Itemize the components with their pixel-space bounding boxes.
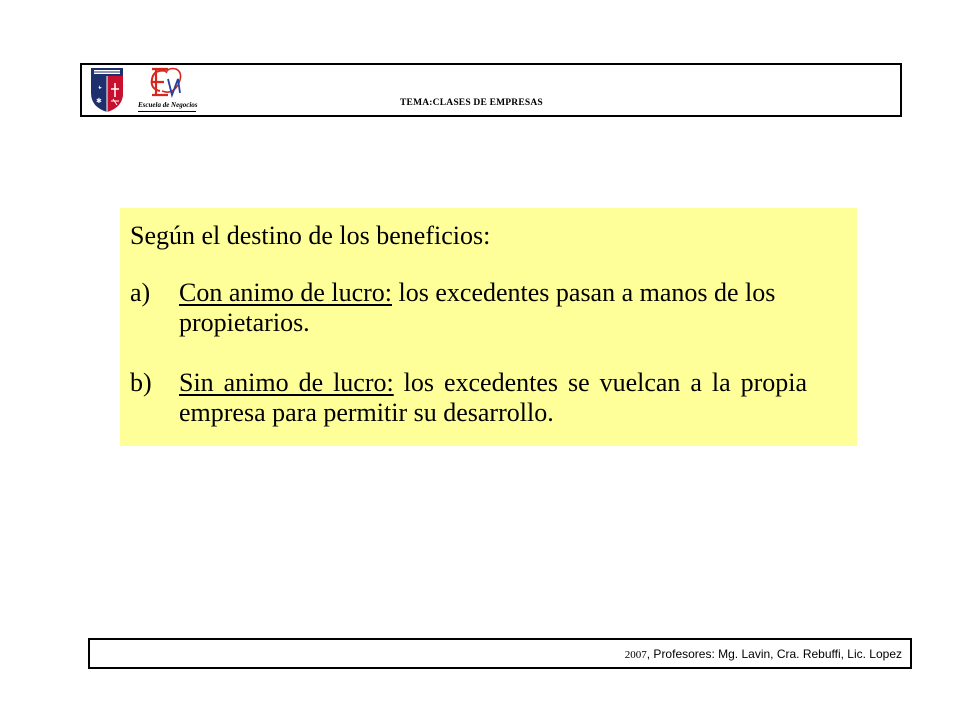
footer-year: 2007 bbox=[624, 649, 647, 661]
list-item-description: los excedentes se vuelcan a la propia empresa para permitir su desarrollo. bbox=[179, 368, 807, 427]
content-panel bbox=[120, 208, 857, 446]
footer-credits bbox=[625, 647, 902, 661]
university-crest-icon bbox=[90, 67, 124, 113]
list-item-description: los excedentes pasan a manos de los propietarios. bbox=[179, 278, 776, 337]
escuela-de-negocios-logo-icon bbox=[138, 65, 218, 117]
list-item-term: Con animo de lucro: bbox=[179, 278, 393, 307]
svg-text:✱: ✱ bbox=[96, 97, 102, 105]
intro-text: Según el destino de los beneficios: bbox=[130, 221, 491, 250]
footer-bar bbox=[88, 638, 912, 669]
list-marker: b) bbox=[130, 368, 152, 397]
logo-underline bbox=[138, 111, 196, 112]
list-item-text bbox=[179, 368, 807, 428]
footer-authors: , Profesores: Mg. Lavin, Cra. Rebuffi, Lic. Lopez bbox=[646, 647, 902, 661]
list-item-term: Sin animo de lucro: bbox=[179, 368, 394, 397]
list-item-text bbox=[179, 278, 807, 338]
logo-caption: Escuela de Negocios bbox=[138, 101, 198, 109]
slide-topic: TEMA:CLASES DE EMPRESAS bbox=[400, 98, 543, 108]
list-marker: a) bbox=[130, 278, 151, 307]
header-bar bbox=[80, 63, 902, 117]
